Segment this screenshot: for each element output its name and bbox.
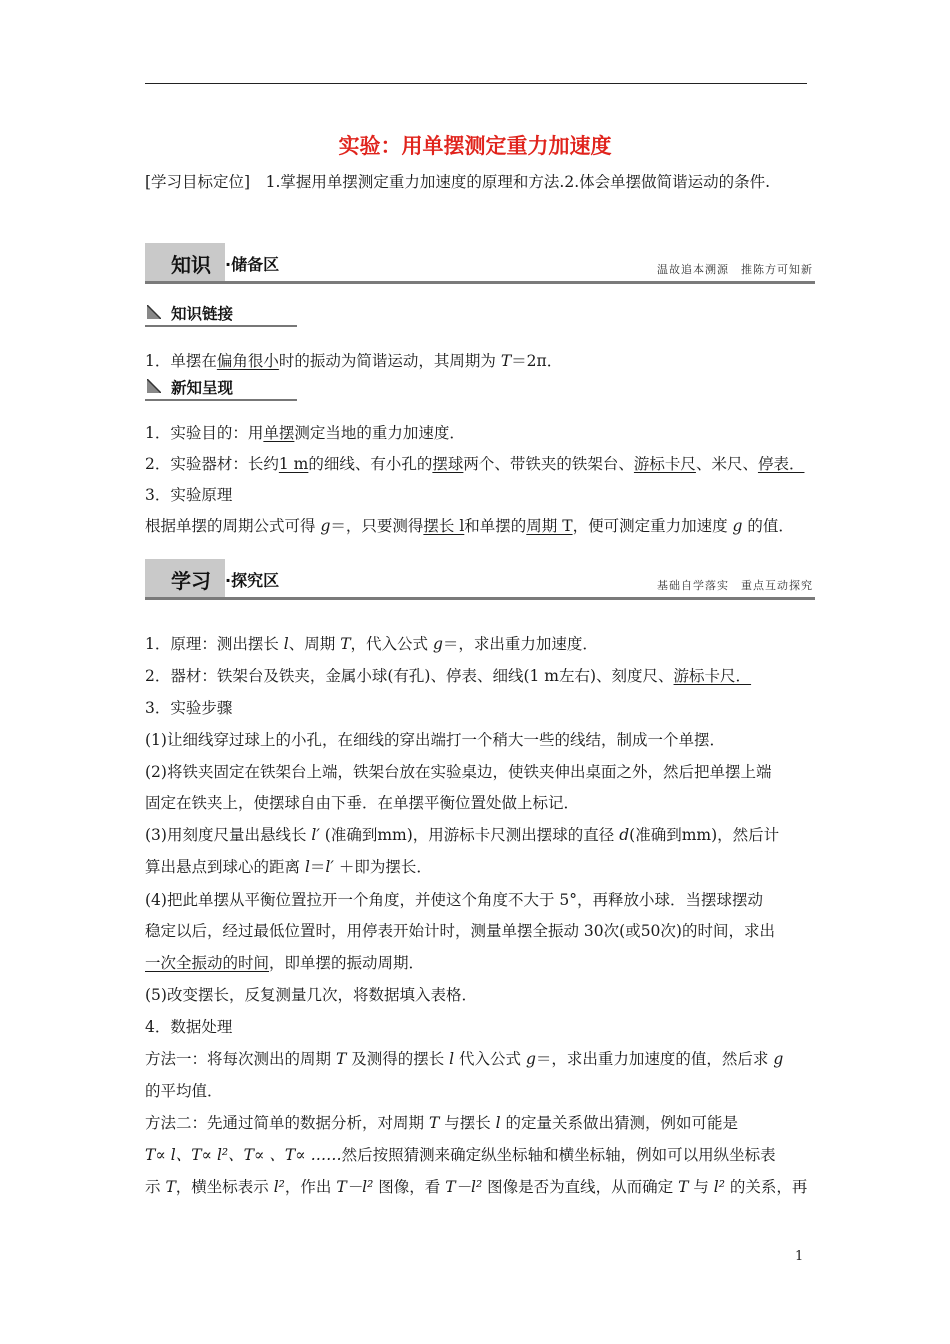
underlined-text: 偏角很小 (216, 352, 279, 370)
underlined-text: 周期 T (526, 517, 573, 535)
variable: l (449, 1050, 455, 1068)
text: 的值． (742, 517, 794, 535)
variable: g (732, 517, 743, 535)
step-2a: (2)将铁夹固定在铁架台上端，铁架台放在实验桌边，使铁夹伸出桌面之外，然后把单摆上端 (145, 763, 772, 781)
corner-triangle-icon (147, 379, 161, 393)
text: ＝ (309, 858, 326, 876)
text: ＝，求出重力加速度． (442, 635, 598, 653)
text: 的关系，再 (724, 1178, 808, 1196)
section-header-big: 知识 (171, 253, 211, 277)
study-line-4: 4．数据处理 (145, 1018, 233, 1036)
section-header-bar (145, 597, 815, 600)
text: 算出悬点到球心的距离 (145, 858, 305, 876)
text: 测定当地的重力加速度． (294, 424, 465, 442)
variable: T－l² (445, 1178, 483, 1196)
text: 与摆长 (439, 1114, 496, 1132)
text: 1．原理：测出摆长 (145, 635, 284, 653)
objective-label: [学习目标定位] (145, 173, 251, 191)
method-1a (145, 1044, 815, 1075)
underlined-text: 游标卡尺． (673, 667, 752, 685)
underlined-text: 单摆 (263, 424, 295, 442)
variable: T (335, 1050, 347, 1068)
learning-objective (145, 167, 815, 198)
new-line-3: 3．实验原理 (145, 486, 233, 504)
step-3b (145, 852, 815, 883)
variable: l′ (325, 858, 334, 876)
variable: T (165, 1178, 176, 1196)
variable: T－l² (336, 1178, 374, 1196)
text: ，作出 (284, 1178, 337, 1196)
step-4a: (4)把此单摆从平衡位置拉开一个角度，并使这个角度不大于 5°，再释放小球．当摆球摆动 (145, 891, 763, 909)
text: ＝，只要测得 (330, 517, 424, 535)
text: ＋即为摆长． (333, 858, 432, 876)
text: 代入公式 (454, 1050, 526, 1068)
text: 1．实验目的：用 (145, 424, 264, 442)
variable: l (304, 858, 310, 876)
section-header-small: ·探究区 (225, 571, 280, 590)
text: 的定量关系做出猜测，例如可能是 (500, 1114, 739, 1132)
underlined-text: 停表． (757, 455, 805, 473)
header-rule (145, 83, 807, 84)
text: 2．实验器材：长约 (145, 455, 279, 473)
variable: T (428, 1114, 440, 1132)
new-line-1 (145, 418, 815, 449)
step-2b: 固定在铁夹上，使摆球自由下垂．在单摆平衡位置处做上标记． (145, 794, 580, 812)
text: ，即单摆的振动周期． (269, 954, 425, 972)
method-2a (145, 1108, 815, 1139)
step-1: (1)让细线穿过球上的小孔，在细线的穿出端打一个稍大一些的线结，制成一个单摆． (145, 731, 725, 749)
study-line-1 (145, 629, 815, 660)
text: 示 (145, 1178, 166, 1196)
text: ，便可测定重力加速度 (572, 517, 733, 535)
variable: T (340, 635, 351, 653)
section-header-big: 学习 (171, 569, 211, 593)
text: 时的振动为简谐运动，其周期为 (278, 352, 501, 370)
text: 方法二：先通过简单的数据分析，对周期 (145, 1114, 429, 1132)
subheader-line (145, 325, 297, 327)
text: 2．器材：铁架台及铁夹，金属小球(有孔)、停表、细线(1 m左右)、刻度尺、 (145, 667, 674, 685)
subheader-label: 新知呈现 (171, 379, 234, 397)
text: 图像是否为直线，从而确定 (482, 1178, 679, 1196)
method-2c (145, 1172, 815, 1203)
text: 、周期 (288, 635, 341, 653)
link-item-1 (145, 346, 815, 377)
variable: T (678, 1178, 689, 1196)
subheader-knowledge-link (145, 302, 297, 328)
underlined-text: 一次全振动的时间 (145, 954, 270, 972)
text: ＝2π． (511, 352, 563, 370)
formula: T∝ l、T∝ l²、T∝ 、T∝ …… (145, 1146, 342, 1164)
text: (3)用刻度尺量出悬线长 (145, 826, 312, 844)
study-line-2 (145, 661, 815, 692)
variable: l² (713, 1178, 725, 1196)
page-title: 实验：用单摆测定重力加速度 (338, 134, 612, 158)
step-4b: 稳定以后，经过最低位置时，用停表开始计时，测量单摆全振动 30次(或50次)的时间，求出 (145, 922, 775, 940)
subheader-line (145, 399, 297, 401)
text: ，代入公式 (350, 635, 433, 653)
new-line-4 (145, 511, 815, 542)
text: ，横坐标表示 (175, 1178, 274, 1196)
text: (准确到mm)，然后计 (629, 826, 780, 844)
variable: d (619, 826, 630, 844)
section-header-knowledge (145, 243, 815, 287)
underlined-text: 游标卡尺 (633, 455, 696, 473)
text: 、米尺、 (695, 455, 758, 473)
text: (准确到mm)，用游标卡尺测出摆球的直径 (319, 826, 620, 844)
section-header-bar (145, 281, 815, 284)
method-1b: 的平均值． (145, 1082, 223, 1100)
new-line-2 (145, 449, 815, 480)
underlined-text: 摆长 l (423, 517, 465, 535)
variable: g (432, 635, 443, 653)
variable: l (283, 635, 289, 653)
variable: g (320, 517, 331, 535)
underlined-text: 1 m (278, 455, 309, 473)
variable: l (495, 1114, 501, 1132)
text: 方法一：将每次测出的周期 (145, 1050, 336, 1068)
text: ＝，求出重力加速度的值，然后求 (535, 1050, 774, 1068)
step-5: (5)改变摆长，反复测量几次，将数据填入表格． (145, 986, 477, 1004)
text: 与 (688, 1178, 714, 1196)
text: 和单摆的 (464, 517, 527, 535)
text: 的细线、有小孔的 (308, 455, 433, 473)
underlined-text: 摆球 (432, 455, 464, 473)
variable: T (500, 352, 512, 370)
text: 图像，看 (373, 1178, 446, 1196)
study-line-3: 3．实验步骤 (145, 699, 233, 717)
text: 然后按照猜测来确定纵坐标轴和横坐标轴，例如可以用纵坐标表 (341, 1146, 776, 1164)
text: 两个、带铁夹的铁架台、 (463, 455, 634, 473)
variable: l² (273, 1178, 285, 1196)
subheader-new-knowledge (145, 376, 297, 402)
text: 1．单摆在 (145, 352, 217, 370)
corner-triangle-icon (147, 305, 161, 319)
text: 根据单摆的周期公式可得 (145, 517, 321, 535)
objective-text: 1.掌握用单摆测定重力加速度的原理和方法.2.体会单摆做简谐运动的条件. (265, 173, 771, 191)
subheader-label: 知识链接 (171, 305, 234, 323)
variable: l′ (311, 826, 320, 844)
section-header-small: ·储备区 (225, 255, 280, 274)
section-header-motto: 温故追本溯源 推陈方可知新 (657, 263, 813, 276)
variable: g (773, 1050, 784, 1068)
method-2b (145, 1140, 815, 1171)
page-number: 1 (795, 1249, 804, 1264)
variable: g (525, 1050, 536, 1068)
step-3a (145, 820, 815, 851)
text: 及测得的摆长 (346, 1050, 450, 1068)
section-header-study (145, 559, 815, 603)
step-4c (145, 948, 815, 979)
section-header-motto: 基础自学落实 重点互动探究 (657, 579, 813, 592)
